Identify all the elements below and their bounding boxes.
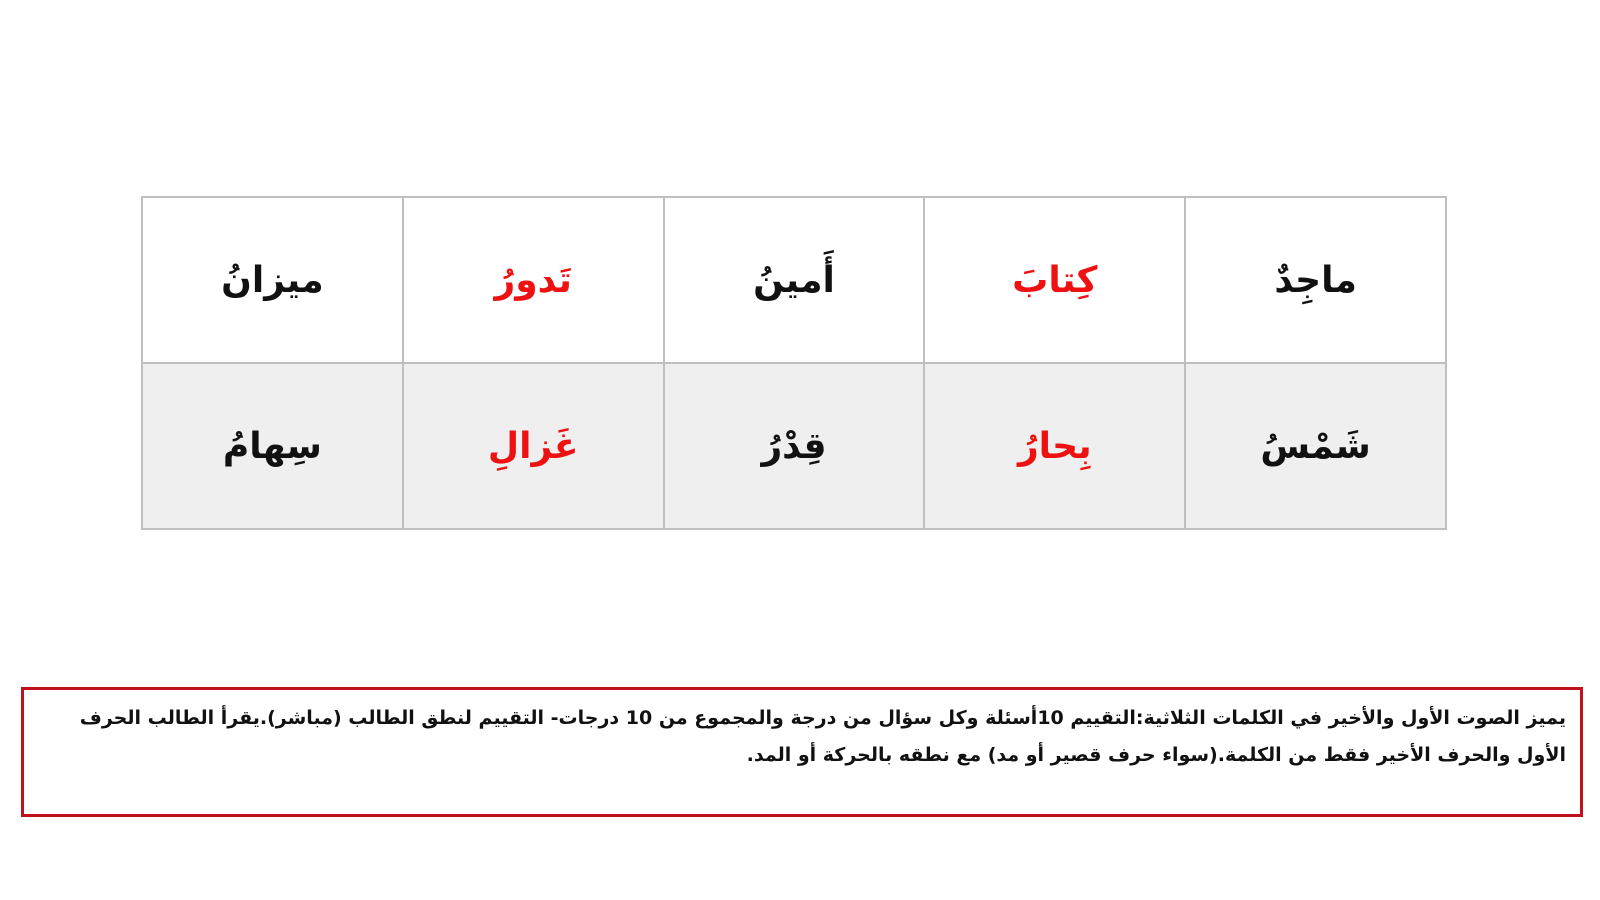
word-cell: تَدورُ (403, 197, 664, 363)
word-cell: كِتابَ (924, 197, 1185, 363)
word-cell: أَمينُ (664, 197, 925, 363)
table-row (142, 363, 1446, 529)
word-cell: بِحارُ (924, 363, 1185, 529)
instructions-text: يميز الصوت الأول والأخير في الكلمات الثلاثية:التقييم 10أسئلة وكل سؤال من درجة والمجموع من 10 درجات- التقييم لنطق الطالب (مباشر).يقرأ الطالب الحرف الأول والحرف الأخير فقط من الكلمة.(سواء حرف قصير أو مد) مع نطقه بالحركة أو المد. (79, 707, 1566, 766)
word-cell: سِهامُ (142, 363, 403, 529)
word-cell: ميزانُ (142, 197, 403, 363)
words-table (141, 196, 1447, 530)
table-row (142, 197, 1446, 363)
word-cell: قِدْرُ (664, 363, 925, 529)
word-cell: شَمْسُ (1185, 363, 1446, 529)
word-cell: غَزالِ (403, 363, 664, 529)
instructions-box (21, 687, 1583, 817)
word-cell: ماجِدٌ (1185, 197, 1446, 363)
